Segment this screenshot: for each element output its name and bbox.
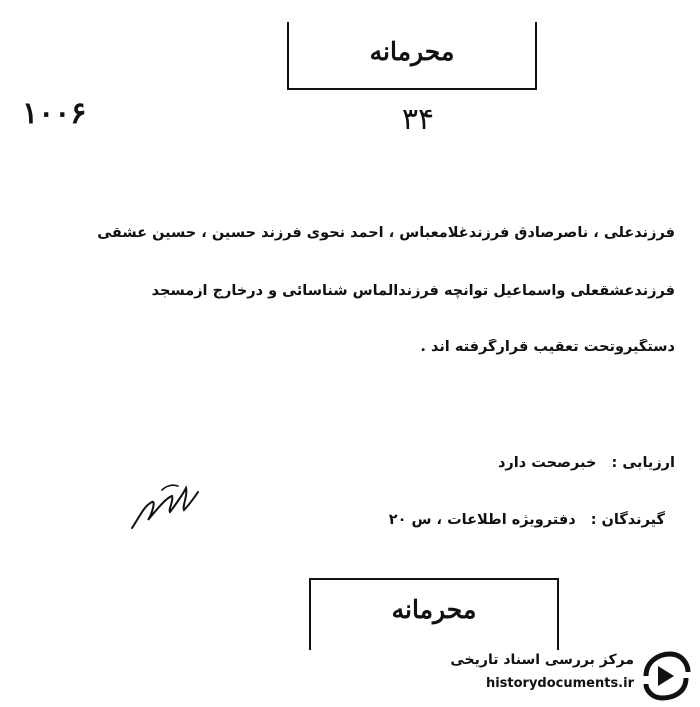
recipients-field bbox=[389, 512, 665, 528]
body-line-3: دستگیروتحت تعقیب قرارگرفته اند . bbox=[420, 339, 675, 355]
watermark-title: مرکز بررسی اسناد تاریخی bbox=[450, 652, 634, 668]
classification-stamp-bottom: محرمانه bbox=[309, 578, 559, 650]
document-number: ۱۰۰۶ bbox=[22, 96, 87, 131]
body-line-2: فرزندعشقعلی واسماعیل توانچه فرزندالماس شناسائی و درخارج ازمسجد bbox=[151, 283, 675, 299]
signature-icon bbox=[122, 470, 212, 540]
classification-stamp-top: محرمانه bbox=[287, 22, 537, 90]
archive-logo-icon bbox=[640, 650, 692, 702]
watermark bbox=[426, 648, 696, 704]
evaluation-label: ارزیابی : bbox=[611, 455, 675, 471]
watermark-url: historydocuments.ir bbox=[485, 676, 634, 691]
evaluation-value: خبرصحت دارد bbox=[497, 455, 597, 471]
body-line-1: فرزندعلی ، ناصرصادق فرزندغلامعباس ، احمد نحوی فرزند حسین ، حسین عشقی bbox=[97, 225, 675, 241]
recipients-label: گیرندگان : bbox=[590, 512, 665, 528]
evaluation-field bbox=[498, 455, 675, 471]
recipients-value: دفترویژه اطلاعات ، س ۲۰ bbox=[388, 512, 576, 528]
page-number: ۳۴ bbox=[401, 102, 435, 137]
